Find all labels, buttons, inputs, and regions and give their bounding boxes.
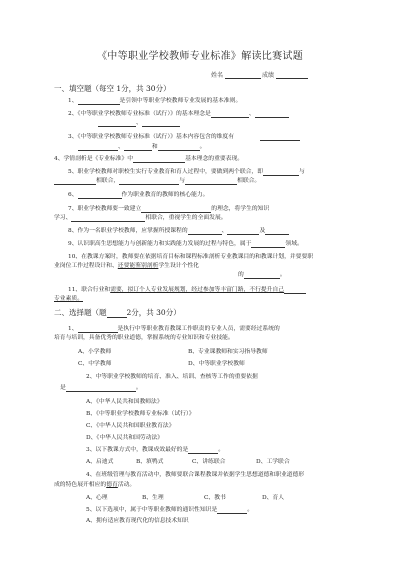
choice-question-1: 1、 是执行中等职业教育教课工作职责的专业人员，需要经过系统的: [68, 326, 280, 332]
answer-blank[interactable]: [255, 111, 289, 118]
choice-question-4: 4、在班级管理与教育活动中，教师要联合课程教课并依据学生思想道德和职业道德形: [86, 472, 305, 478]
answer-blank[interactable]: [158, 144, 200, 151]
option[interactable]: D、中等职业学校教师: [188, 361, 245, 367]
option[interactable]: A、心理: [86, 495, 108, 501]
options-row: [78, 348, 360, 356]
options-row: [78, 360, 360, 368]
question-11-cont: 专业素质。: [54, 296, 83, 302]
option[interactable]: B、填鸭式: [136, 459, 164, 465]
question-1: 1、 是引领中等职业学校教师专业发展的基本准则。: [68, 98, 242, 104]
option[interactable]: A、小学教师: [78, 349, 112, 355]
answer-blank[interactable]: [260, 134, 300, 141]
answer-blank[interactable]: [54, 178, 96, 185]
option[interactable]: B、《中等职业学校教师专业标准（试行）》: [86, 411, 195, 417]
answer-blank[interactable]: [188, 228, 222, 235]
answer-blank[interactable]: [263, 169, 299, 176]
option[interactable]: C、《中华人民共和国职业教育法》: [86, 423, 175, 429]
option[interactable]: C、中学教师: [78, 361, 112, 367]
section-heading-fill: 一、填空题（每空 1分，共 30分）: [54, 84, 171, 93]
question-5: 5、职业学校教师对职校生实行专业教育和育人过程中，要做到两个联合，即 与: [68, 169, 305, 175]
option[interactable]: A、《中华人民共和国教师法》: [86, 399, 163, 405]
name-label: 姓名: [211, 72, 224, 79]
answer-blank[interactable]: [98, 120, 136, 127]
answer-blank[interactable]: [251, 241, 285, 248]
answer-blank[interactable]: [217, 507, 247, 514]
answer-blank[interactable]: [78, 326, 118, 333]
question-6: 6、 作为职业教育的教师的核心能力。: [68, 192, 209, 198]
answer-blank[interactable]: [244, 272, 280, 279]
question-3-cont: 、 和 。: [78, 143, 360, 151]
option[interactable]: D、育人: [262, 495, 285, 501]
score-blank[interactable]: [276, 71, 308, 79]
answer-blank[interactable]: [284, 287, 306, 294]
answer-blank[interactable]: [66, 385, 136, 392]
answer-blank[interactable]: [119, 178, 179, 185]
choice-question-1-cont: 培育与培训，具备优秀的职业道德，掌握系统的专业知识和专业技能。: [54, 335, 234, 341]
answer-blank[interactable]: [78, 192, 122, 199]
option[interactable]: C、讲练联合: [192, 459, 226, 465]
answer-blank[interactable]: [211, 111, 249, 118]
option[interactable]: B、专业课教师和实习指导教师: [188, 349, 268, 355]
question-2: 2、《中等职业学校教师专业标准（试行）》的基本理念是 、: [68, 110, 360, 118]
option[interactable]: D、工学联合: [256, 459, 290, 465]
question-7-cont: 学习、 相联合，重视学生的全面发展。: [54, 215, 227, 221]
question-10-end: 的 。: [238, 272, 286, 278]
question-11: 11、联合行业和需要，拟订个人专业发展规划，经过参加等丰富门路，不行提升自己: [68, 286, 360, 294]
name-field[interactable]: [211, 70, 261, 79]
answer-blank[interactable]: [265, 228, 289, 235]
option[interactable]: B、生理: [142, 495, 164, 501]
answer-blank[interactable]: [78, 98, 120, 105]
choice-question-2: 2、中等职业学校教师的培育、准入、培训、查核等工作的重要依据: [86, 374, 258, 380]
options-row: [86, 458, 360, 466]
answer-blank[interactable]: [141, 206, 211, 213]
answer-blank[interactable]: [107, 311, 127, 318]
answer-blank[interactable]: [227, 228, 259, 235]
question-7: 7、职业学校教师要一致建立 的理念，将学生的知识: [68, 206, 270, 212]
question-8: 8、作为一名职业学校教师，应掌握所授课程的 、 及: [68, 227, 360, 235]
answer-blank[interactable]: [78, 144, 118, 151]
question-10: 10、在教课方案时，教师要在依据培育目标和课程标准剖析专业教课目的和教课计划，并要要职: [68, 254, 314, 260]
answer-blank[interactable]: [142, 120, 180, 127]
score-label: 成绩: [262, 72, 275, 79]
question-4: 4、学情剖析是《专业标准》中 基本理念的重要表现。: [54, 156, 244, 162]
question-9: 9、认识职高生思想能力与创新能力和实践能力发展的过程与特色，属于 领域。: [68, 241, 303, 247]
question-10-cont: 业岗位工作过程设计和、还要能鉴别剖析学生设计个性化: [54, 263, 199, 269]
page-title: 《中等职业学校教师专业标准》解读比赛试题: [97, 51, 303, 62]
answer-blank[interactable]: [71, 215, 145, 222]
option[interactable]: C、教书: [204, 495, 226, 501]
answer-blank[interactable]: [185, 178, 237, 185]
answer-blank[interactable]: [188, 447, 218, 454]
choice-question-5: 5、以下选项中，属于中等职业教师的通识性知识是 。: [86, 507, 254, 513]
answer-blank[interactable]: [133, 156, 185, 163]
choice-question-3: 3、以下教课方式中，教课成效最好的是 。: [86, 447, 225, 453]
options-row: [86, 494, 360, 502]
option[interactable]: A、启迪式: [86, 459, 114, 465]
choice-question-2-cont: 是 。: [60, 385, 142, 391]
choice-question-4-cont: 成的特色展开相应的德育活动。: [54, 482, 136, 488]
question-5-cont: 相联合， 与 相联合。: [54, 177, 360, 185]
option[interactable]: D、《中华人民共和国劳动法》: [86, 435, 164, 441]
score-field[interactable]: [262, 70, 308, 79]
option[interactable]: A、拥有适应教育现代化的信息技术知识: [86, 518, 189, 524]
name-blank[interactable]: [225, 71, 261, 79]
question-2-cont: 、: [98, 119, 360, 127]
section-heading-choice: 二、选择题（题 2分，共 30分）: [54, 308, 181, 317]
question-3: 3、《中等职业学校教师专业标准（试行）》基本内容包含的维度有: [68, 133, 360, 141]
answer-blank[interactable]: [124, 144, 152, 151]
